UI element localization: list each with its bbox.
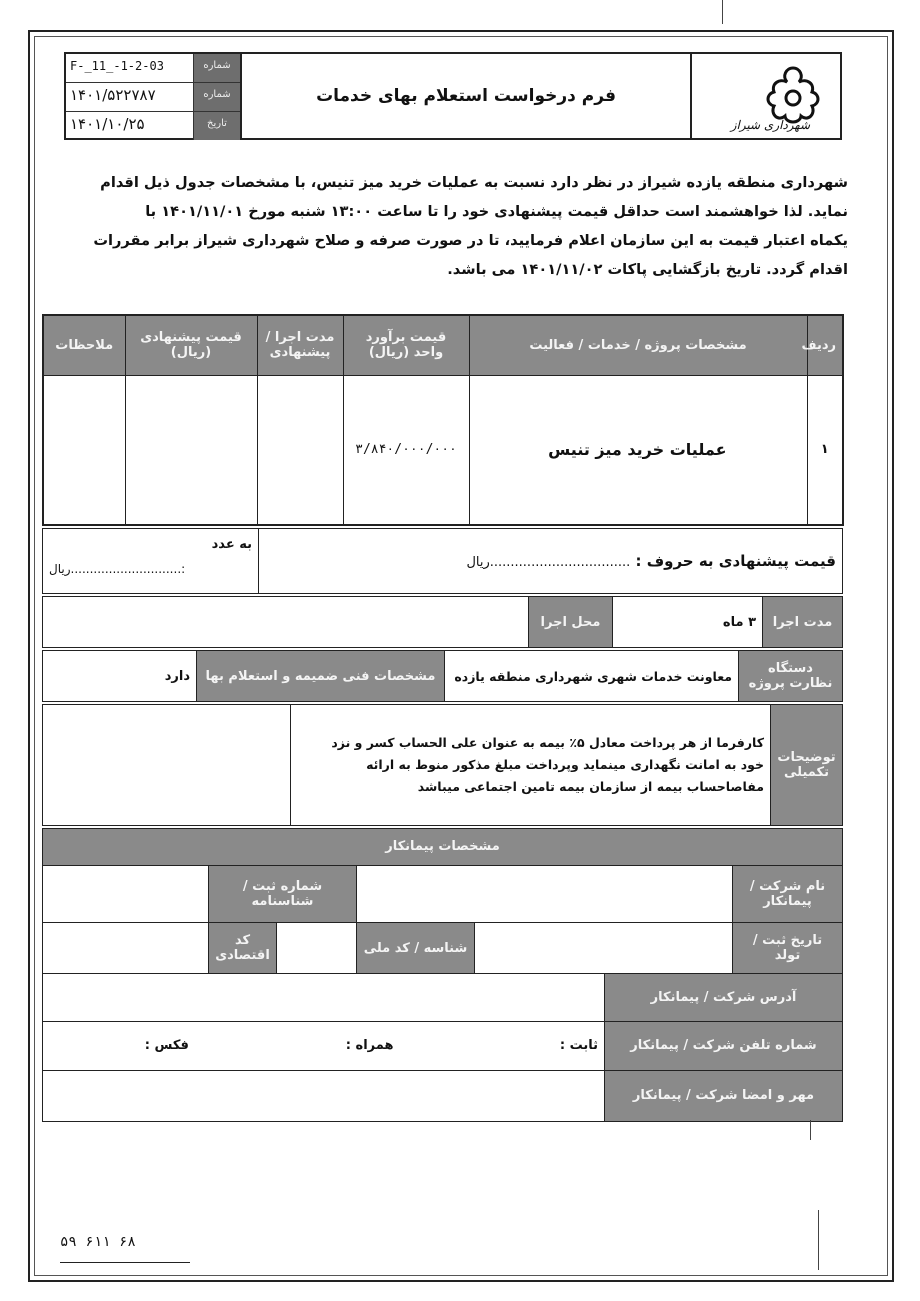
notes-line-2: خود به امانت نگهداری مینماید وپرداخت مبلغ مذکور منوط به ارائه (366, 757, 764, 772)
number-row (66, 83, 240, 112)
col-header-offer: قیمت پیشنهادی (ریال) (125, 315, 257, 375)
letter-number-key: شماره (193, 83, 240, 111)
handwritten-note: ۵۹ ۶۱۱ ۶۸ (60, 1234, 136, 1250)
offer-digits-field[interactable]: :.............................ریال (49, 562, 186, 576)
supervisor-table (42, 650, 843, 702)
handwritten-underline (60, 1262, 190, 1263)
economic-code-field[interactable] (43, 923, 209, 974)
table-row (43, 375, 843, 525)
letter-date: ۱۴۰۱/۱۰/۲۵ (70, 115, 145, 133)
row-estimate: ۳/۸۴۰/۰۰۰/۰۰۰ (343, 375, 469, 525)
mobile-label: همراه : (345, 1038, 394, 1054)
form-code: F-_11_-1-2-03 (70, 59, 164, 73)
contractor-name-label: نام شرکت / پیمانکار (733, 865, 843, 922)
intro-paragraph (62, 168, 848, 284)
items-table (42, 314, 844, 526)
pen-mark (722, 0, 723, 24)
offer-letters-cell[interactable] (259, 529, 843, 594)
form-header (64, 52, 842, 140)
col-header-duration: مدت اجرا / پیشنهادی (257, 315, 343, 375)
registration-date-field[interactable] (475, 923, 733, 974)
signature-label: مهر و امضا شرکت / پیمانکار (605, 1070, 843, 1121)
contractor-name-field[interactable] (357, 865, 733, 922)
attachment-label: مشخصات فنی ضمیمه و استعلام بها (197, 651, 445, 702)
address-label: آدرس شرکت / پیمانکار (605, 974, 843, 1021)
form-code-key: شماره (193, 54, 240, 82)
letter-number: ۱۴۰۱/۵۲۲۷۸۷ (70, 86, 156, 104)
fax-label: فکس : (144, 1038, 189, 1054)
contractor-table (42, 828, 843, 1122)
duration-label: مدت اجرا (763, 597, 843, 648)
form-title: فرم درخواست استعلام بهای خدمات (316, 86, 616, 106)
offer-letters-field[interactable]: ..................................ریال (466, 555, 631, 570)
landline-label: ثابت : (559, 1038, 598, 1054)
municipality-logo (690, 54, 840, 138)
date-row (66, 112, 240, 140)
registration-date-label: تاریخ ثبت / تولد (733, 923, 843, 974)
supervisor-label: دستگاه نظارت پروژه (739, 651, 843, 702)
form-code-row (66, 54, 240, 83)
phone-fields[interactable] (43, 1021, 605, 1070)
contractor-section-title: مشخصات پیمانکار (43, 829, 843, 866)
items-header-row (43, 315, 843, 375)
supervisor-value: معاونت خدمات شهری شهرداری منطقه یازده (445, 651, 739, 702)
duration-value: ۳ ماه (613, 597, 763, 648)
national-id-field[interactable] (277, 923, 357, 974)
row-notes[interactable] (43, 375, 125, 525)
intro-line-2: نماید. لذا خواهشمند است حداقل قیمت پیشنهادی خود را تا ساعت ۱۳:۰۰ شنبه مورخ ۱۴۰۱/۱۱/۰۱ با (145, 203, 848, 220)
pen-mark (810, 1120, 811, 1140)
row-offer[interactable] (125, 375, 257, 525)
notes-line-3: مفاصاحساب بیمه از سازمان بیمه تامین اجتماعی میباشد (417, 779, 764, 794)
registration-number-label: شماره ثبت / شناسنامه (209, 865, 357, 922)
row-duration[interactable] (257, 375, 343, 525)
intro-line-3: یکماه اعتبار قیمت به این سازمان اعلام فرمایید، تا در صورت صرفه و صلاح شهرداری شیراز برابر مقررات (93, 232, 848, 249)
notes-line-1: کارفرما از هر پرداخت معادل ۵٪ بیمه به عنوان علی الحساب کسر و نزد (331, 735, 764, 750)
signature-field[interactable] (43, 1070, 605, 1121)
notes-table (42, 704, 843, 826)
letter-date-key: تاریخ (193, 112, 240, 140)
offer-digits-label: به عدد (211, 537, 252, 552)
col-header-notes: ملاحظات (43, 315, 125, 375)
execution-table (42, 596, 843, 648)
row-index: ۱ (807, 375, 843, 525)
header-reference-box (66, 54, 242, 138)
national-id-label: شناسه / کد ملی (357, 923, 475, 974)
offer-digits-cell[interactable] (43, 529, 259, 594)
offer-letters-label: قیمت پیشنهادی به حروف : (635, 552, 836, 570)
location-value[interactable] (43, 597, 529, 648)
registration-number-field[interactable] (43, 865, 209, 922)
notes-label: توضیحات تکمیلی (771, 705, 843, 826)
economic-code-label: کد اقتصادی (209, 923, 277, 974)
address-field[interactable] (43, 974, 605, 1021)
notes-blank (43, 705, 291, 826)
pen-mark (818, 1210, 819, 1270)
phone-label: شماره تلفن شرکت / پیمانکار (605, 1021, 843, 1070)
row-description: عملیات خرید میز تنیس (469, 375, 807, 525)
col-header-description: مشخصات پروژه / خدمات / فعالیت (469, 315, 807, 375)
intro-line-1: شهرداری منطقه یازده شیراز در نظر دارد نسبت به عملیات خرید میز تنیس، با مشخصات جدول ذیل اقدام (100, 174, 848, 191)
intro-line-4: اقدام گردد. تاریخ بازگشایی پاکات ۱۴۰۱/۱۱/۰۲ می باشد. (447, 261, 848, 278)
logo-caption: شهرداری شیراز (730, 118, 810, 132)
notes-text (291, 705, 771, 826)
attachment-value: دارد (43, 651, 197, 702)
offer-table (42, 528, 843, 594)
col-header-estimate: قیمت برآورد واحد (ریال) (343, 315, 469, 375)
col-header-index: ردیف (807, 315, 843, 375)
location-label: محل اجرا (529, 597, 613, 648)
